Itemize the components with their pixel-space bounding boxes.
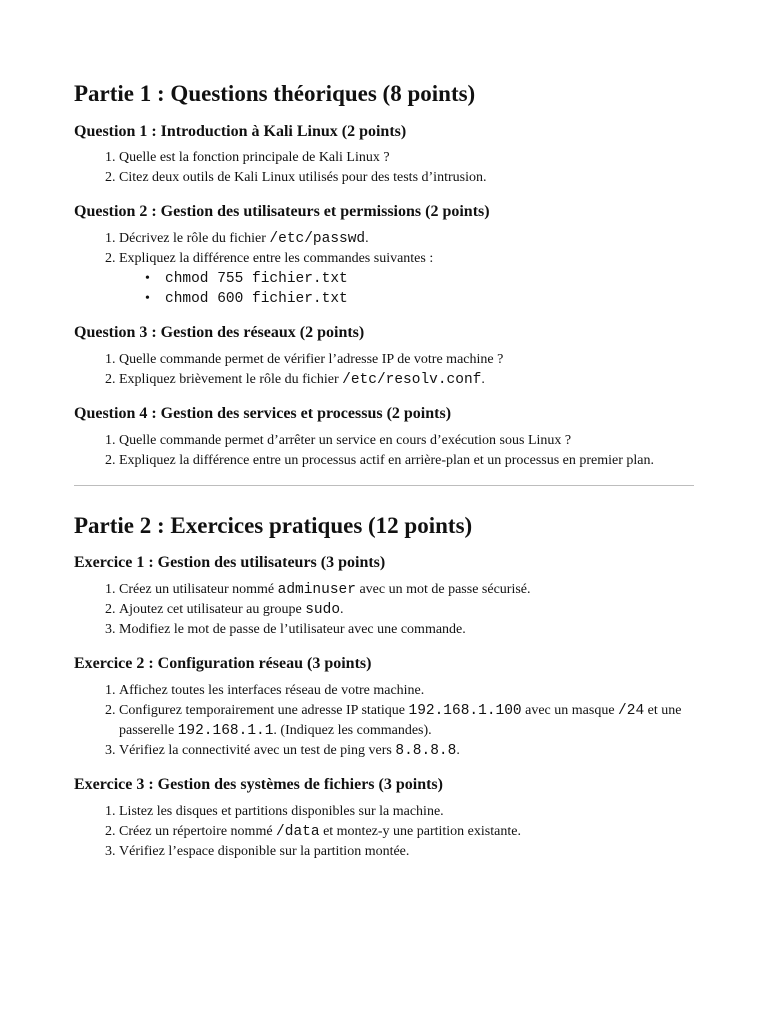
exercise1-list — [74, 580, 694, 640]
list-item: 3. Vérifiez l’espace disponible sur la partition montée. — [119, 842, 694, 862]
command-item: • chmod 600 fichier.txt — [145, 289, 694, 309]
list-item: 2. Citez deux outils de Kali Linux utilisés pour des tests d’intrusion. — [119, 168, 694, 188]
exercise2-title: Exercice 2 : Configuration réseau (3 points) — [74, 655, 372, 673]
list-item: 1. Créez un utilisateur nommé adminuser avec un mot de passe sécurisé. — [119, 580, 694, 600]
list-item: 1. Quelle est la fonction principale de Kali Linux ? — [119, 148, 694, 168]
question1-list — [74, 148, 694, 188]
code-ip: 192.168.1.100 — [408, 702, 522, 719]
list-item: 2. Expliquez la différence entre un processus actif en arrière-plan et un processus en premier plan. — [119, 451, 694, 471]
list-item: 2. Expliquez brièvement le rôle du fichier /etc/resolv.conf. — [119, 370, 694, 390]
question3-list — [74, 350, 694, 390]
list-item: 2. Configurez temporairement une adresse IP statique 192.168.1.100 avec un masque /24 et une passerelle 192.168.1.1. (Indiquez les commandes). — [119, 701, 694, 741]
question2-title: Question 2 : Gestion des utilisateurs et permissions (2 points) — [74, 203, 490, 221]
list-item: 1. Listez les disques et partitions disponibles sur la machine. — [119, 802, 694, 822]
code-mask: /24 — [618, 702, 645, 719]
code-gateway: 192.168.1.1 — [177, 722, 274, 739]
list-item: 2. Ajoutez cet utilisateur au groupe sudo. — [119, 600, 694, 620]
code-sudo: sudo — [305, 602, 341, 619]
question3-title: Question 3 : Gestion des réseaux (2 points) — [74, 324, 365, 342]
code-adminuser: adminuser — [277, 582, 356, 599]
list-item: 1. Affichez toutes les interfaces réseau de votre machine. — [119, 681, 694, 701]
part2-title: Partie 2 : Exercices pratiques (12 points) — [74, 512, 473, 538]
list-item: 1. Décrivez le rôle du fichier /etc/passwd. — [119, 229, 694, 249]
list-item: 2. Créez un répertoire nommé /data et montez-y une partition existante. — [119, 822, 694, 842]
code-resolv: /etc/resolv.conf — [342, 371, 482, 388]
list-item: 1. Quelle commande permet de vérifier l’adresse IP de votre machine ? — [119, 350, 694, 370]
part1-title: Partie 1 : Questions théoriques (8 points) — [74, 81, 476, 106]
list-item: 3. Vérifiez la connectivité avec un test de ping vers 8.8.8.8. — [119, 741, 694, 761]
code-passwd: /etc/passwd — [269, 231, 366, 248]
question4-title: Question 4 : Gestion des services et processus (2 points) — [74, 404, 452, 422]
list-item: 2. Expliquez la différence entre les commandes suivantes : • chmod 755 fichier.txt • chmod 600 fichier.txt — [119, 249, 694, 309]
code-data-dir: /data — [276, 823, 320, 840]
section-divider — [74, 485, 694, 486]
exercise2-list — [74, 681, 694, 761]
exercise3-list — [74, 802, 694, 862]
command-item: • chmod 755 fichier.txt — [145, 269, 694, 289]
exercise1-title: Exercice 1 : Gestion des utilisateurs (3 points) — [74, 554, 386, 572]
exercise3-title: Exercice 3 : Gestion des systèmes de fichiers (3 points) — [74, 775, 443, 793]
commands-list — [119, 269, 694, 309]
question4-list — [74, 431, 694, 471]
list-item: 3. Modifiez le mot de passe de l’utilisateur avec une commande. — [119, 620, 694, 640]
question2-list — [74, 229, 694, 309]
question1-title: Question 1 : Introduction à Kali Linux (2 points) — [74, 122, 407, 140]
list-item: 1. Quelle commande permet d’arrêter un service en cours d’exécution sous Linux ? — [119, 431, 694, 451]
code-ping-target: 8.8.8.8 — [395, 742, 457, 759]
